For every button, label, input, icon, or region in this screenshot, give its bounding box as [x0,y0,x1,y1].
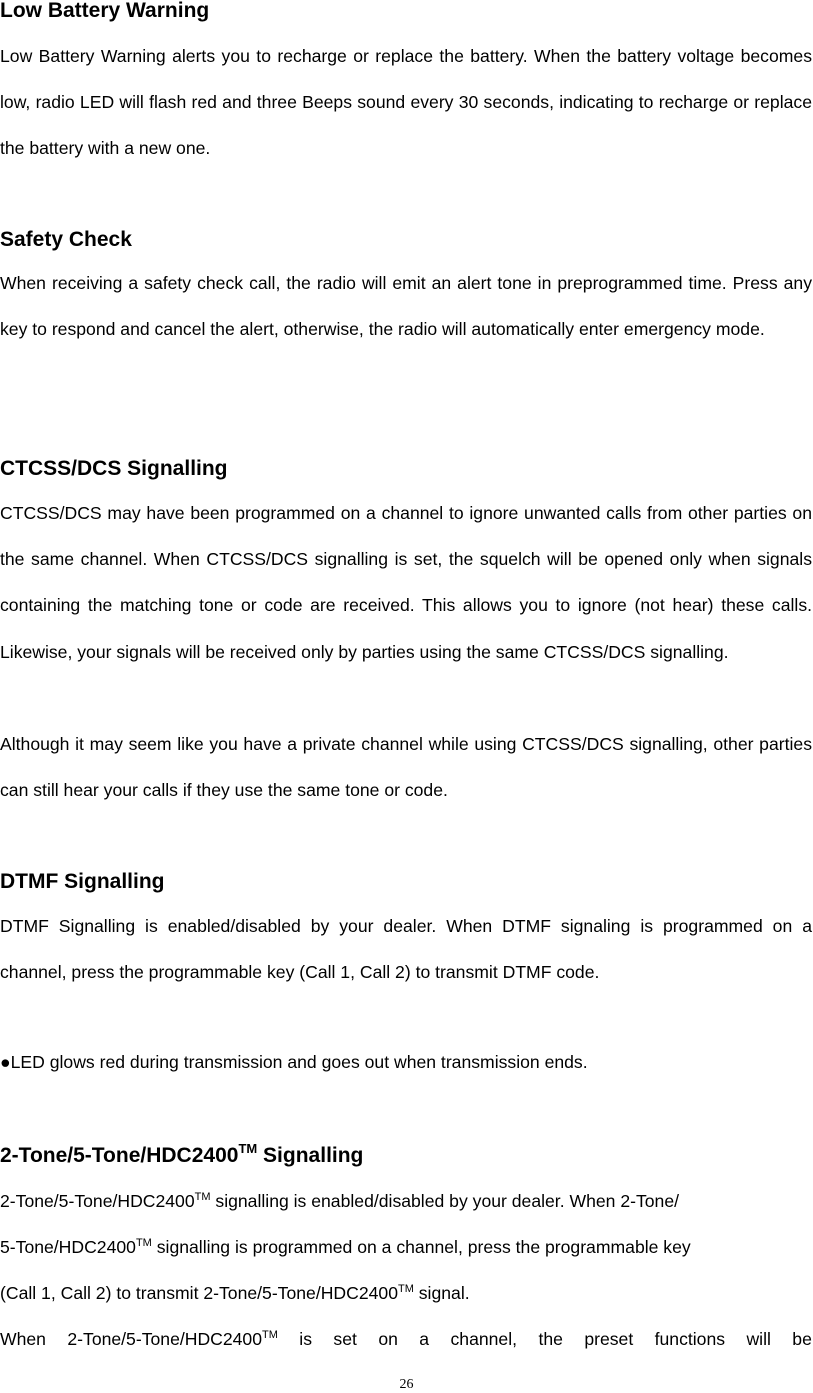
paragraph-dtmf: DTMF Signalling is enabled/disabled by your dealer. When DTMF signaling is programmed on a channel, press the programmable key (Call 1, Call 2) to transmit DTMF code. [0,916,812,983]
word: 2-Tone/5-Tone/HDC2400 [67,1329,262,1349]
paragraph-safety-check: When receiving a safety check call, the radio will emit an alert tone in preprogrammed time. Press any key to respond and cancel the alert, otherwise, the radio will automatically enter emergency mode. [0,273,812,340]
text-fragment: signal. [413,1283,470,1303]
paragraph-ctcss-dcs-2: Although it may seem like you have a private channel while using CTCSS/DCS signalling, other parties can still hear your calls if they use the same tone or code. [0,734,812,801]
word: channel, [450,1329,518,1349]
trademark-mark: TM [194,1191,211,1203]
word: is [299,1329,313,1349]
heading-dtmf-signalling: DTMF Signalling [0,870,165,893]
paragraph-low-battery-warning: Low Battery Warning alerts you to recharge or replace the battery. When the battery voltage becomes low, radio LED will flash red and three Beeps sound every 30 seconds, indicating to recharge or replace the battery with a new one. [0,46,812,159]
heading-2tone-tail: Signalling [257,1144,364,1167]
paragraph-2tone-line-1 [0,1190,812,1212]
trademark-mark: TM [262,1329,278,1341]
word: the [538,1329,563,1349]
word-with-trademark [67,1328,278,1350]
paragraph-2tone-line-3 [0,1282,812,1304]
word: a [419,1329,430,1349]
trademark-mark: TM [238,1141,258,1156]
paragraph-2tone-line-4 [0,1328,812,1350]
word: be [792,1329,812,1349]
word: preset [584,1329,634,1349]
heading-safety-check: Safety Check [0,228,132,251]
word: will [746,1329,771,1349]
text-fragment: 2-Tone/5-Tone/HDC2400 [0,1191,195,1211]
bullet-led-transmission: ●LED glows red during transmission and goes out when transmission ends. [0,1052,588,1072]
heading-2-tone-5-tone-hdc2400-signalling [0,1141,364,1168]
paragraph-ctcss-dcs-1: CTCSS/DCS may have been programmed on a channel to ignore unwanted calls from other parties on the same channel. When CTCSS/DCS signalling is set, the squelch will be opened only when signals containing the matching tone or code are received. This allows you to ignore (not hear) these calls. Likewise, your signals will be received only by parties using the same CTCSS/DCS signalling. [0,503,812,662]
paragraph-2tone-line-2 [0,1236,812,1258]
trademark-mark: TM [135,1237,152,1249]
word: functions [654,1329,726,1349]
page-number: 26 [399,1377,414,1392]
word: set [333,1329,357,1349]
text-fragment: signalling is enabled/disabled by your dealer. When 2-Tone/ [210,1191,679,1211]
text-fragment: (Call 1, Call 2) to transmit 2-Tone/5-Tone/HDC2400 [0,1283,398,1303]
heading-2tone-main: 2-Tone/5-Tone/HDC2400 [0,1144,239,1167]
word: When [0,1329,46,1349]
trademark-mark: TM [397,1283,414,1295]
text-fragment: signalling is programmed on a channel, press the programmable key [151,1237,691,1257]
heading-low-battery-warning: Low Battery Warning [0,0,210,22]
text-fragment: 5-Tone/HDC2400 [0,1237,136,1257]
heading-ctcss-dcs-signalling: CTCSS/DCS Signalling [0,457,228,480]
word: on [378,1329,398,1349]
